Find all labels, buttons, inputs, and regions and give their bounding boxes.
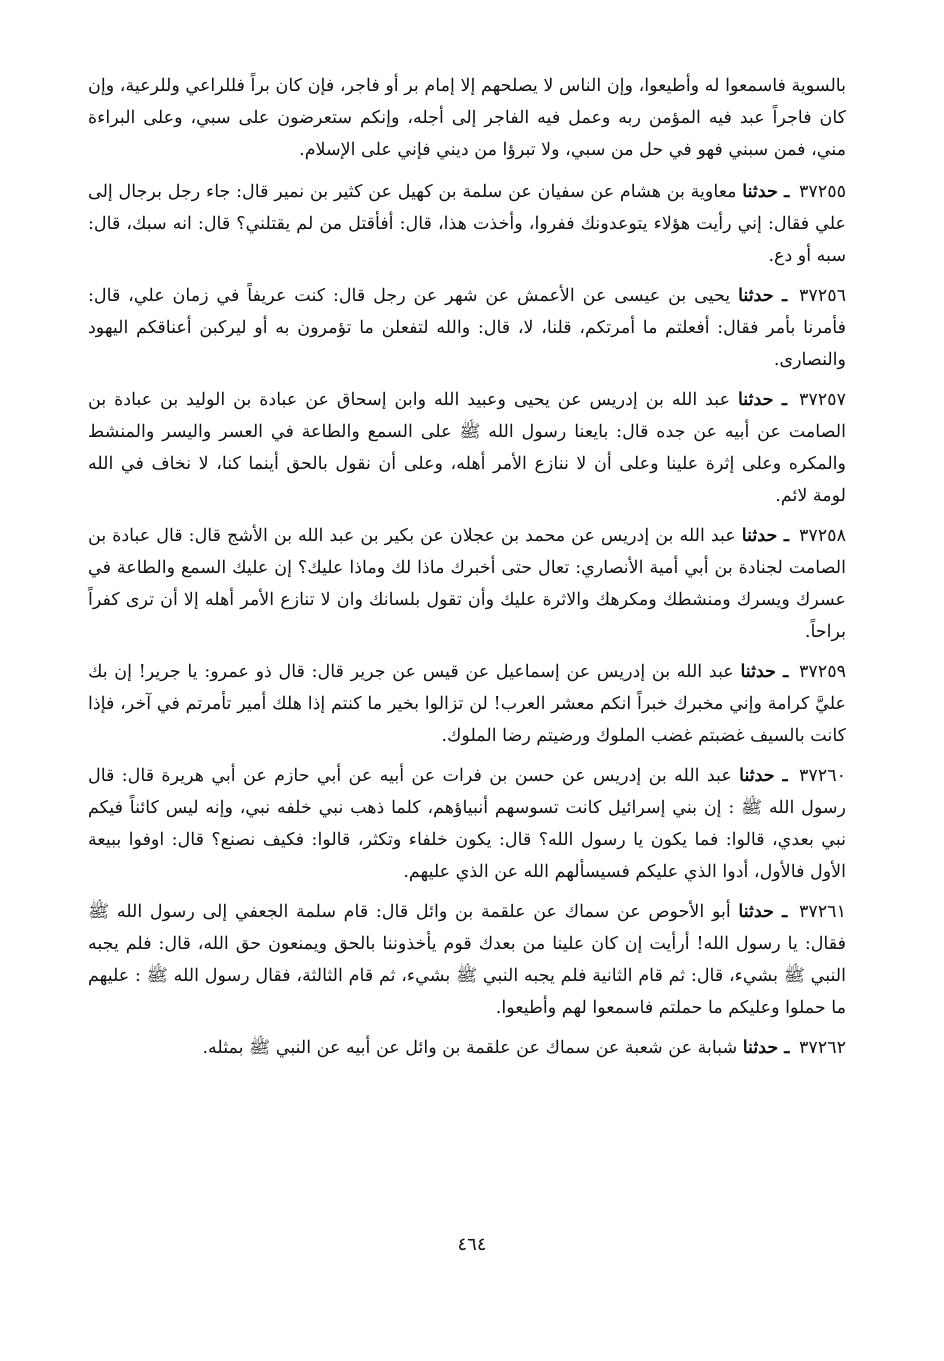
hadith-lead: ـ حدثنا bbox=[742, 182, 790, 202]
hadith-number: ٣٧٢٥٨ bbox=[798, 526, 846, 546]
hadith-text: أبو الأحوص عن سماك عن علقمة بن وائل قال: قام سلمة الجعفي إلى رسول الله ﷺ فقال: يا رسول الله! أرأيت إن كان علينا من بعدك قوم يأخذوننا بالحق ويمنعون حق الله، قال: فلم يجبه النبي ﷺ بشيء، قال: ثم قام الثانية فلم يجبه النبي ﷺ بشيء، ثم قام الثالثة، فقال رسول الله ﷺ : عليهم ما حملوا وعليكم ما حملتم فاسمعوا لهم وأطيعوا. bbox=[88, 902, 846, 1018]
hadith-text: شبابة عن شعبة عن سماك عن علقمة بن وائل عن أبيه عن النبي ﷺ بمثله. bbox=[202, 1038, 738, 1058]
hadith-paragraph bbox=[88, 896, 846, 1024]
hadith-number: ٣٧٢٦٠ bbox=[799, 766, 846, 786]
hadith-text: معاوية بن هشام عن سفيان عن سلمة بن كهيل عن كثير بن نمير قال: جاء رجل برجال إلى علي فقال: إني رأيت هؤلاء يتوعدونك ففروا، وأخذت هذا، قال: أفأقتل من لم يقتلني؟ قال: انه سبك، قال: سبه أو دع. bbox=[88, 182, 846, 266]
hadith-number: ٣٧٢٦٢ bbox=[799, 1038, 846, 1058]
hadith-paragraph bbox=[88, 656, 846, 752]
hadith-number: ٣٧٢٥٧ bbox=[798, 390, 846, 410]
page-number: ٤٦٤ bbox=[457, 1234, 487, 1255]
hadith-text: يحيى بن عيسى عن الأعمش عن شهر عن رجل قال: كنت عريفاً في زمان علي، قال: فأمرنا بأمر فقال: أفعلتم ما أمرتكم، قلنا، لا، قال: والله لتفعلن ما تؤمرون به أو ليركبن أعناقكم اليهود والنصارى. bbox=[88, 286, 846, 370]
hadith-number: ٣٧٢٦١ bbox=[798, 902, 846, 922]
hadith-lead: ـ حدثنا bbox=[739, 766, 788, 786]
hadith-lead: ـ حدثنا bbox=[738, 902, 788, 922]
hadith-paragraph bbox=[88, 520, 846, 648]
hadith-number: ٣٧٢٥٦ bbox=[799, 286, 846, 306]
hadith-lead: ـ حدثنا bbox=[741, 526, 789, 546]
hadith-lead: ـ حدثنا bbox=[740, 662, 789, 682]
intro-paragraph: بالسوية فاسمعوا له وأطيعوا، وإن الناس لا يصلحهم إلا إمام بر أو فاجر، فإن كان براً فللراعي وللرعية، وإن كان فاجراً عبد فيه المؤمن ربه وعمل فيه الفاجر إلى أجله، وإنكم ستعرضون على سبي، وعلى البراءة مني، فمن سبني فهو في حل من سبي، ولا تبرؤا من ديني فإني على الإسلام. bbox=[88, 76, 846, 160]
hadith-text: عبد الله بن إدريس عن إسماعيل عن قيس عن جرير قال: قال ذو عمرو: يا جرير! إن بك عليَّ كرامة وإني مخبرك خبراً انكم معشر العرب! لن تزالوا بخير ما كنتم إذا هلك أمير تأمرتم في آخر، فإذا كانت بالسيف غضبتم غضب الملوك ورضيتم رضا الملوك. bbox=[88, 662, 846, 746]
hadith-paragraph bbox=[88, 280, 846, 376]
page-body bbox=[88, 70, 846, 1320]
hadith-paragraph bbox=[88, 760, 846, 888]
hadith-paragraph bbox=[88, 176, 846, 272]
hadith-text: عبد الله بن إدريس عن يحيى وعبيد الله وابن إسحاق عن عبادة بن الوليد بن عبادة بن الصامت عن أبيه عن جده قال: بايعنا رسول الله ﷺ على السمع والطاعة في العسر واليسر والمنشط والمكره وعلى إثرة علينا وعلى أن لا ننازع الأمر أهله، وعلى أن نقول بالحق أينما كنا، لا نخاف في الله لومة لائم. bbox=[88, 390, 846, 506]
hadith-lead: ـ حدثنا bbox=[737, 390, 788, 410]
hadith-number: ٣٧٢٥٩ bbox=[799, 662, 846, 682]
hadith-paragraph bbox=[88, 384, 846, 512]
hadith-lead: ـ حدثنا bbox=[742, 1038, 790, 1058]
hadith-text: عبد الله بن إدريس عن حسن بن فرات عن أبيه عن أبي حازم عن أبي هريرة قال: قال رسول الله ﷺ : إن بني إسرائيل كانت تسوسهم أنبياؤهم، كلما ذهب نبي خلفه نبي، وإنه ليس كائناً فيكم نبي بعدي، قالوا: فما يكون يا رسول الله؟ قال: يكون خلفاء وتكثر، قالوا: فكيف نصنع؟ قال: اوفوا ببيعة الأول فالأول، أدوا الذي عليكم فسيسألهم الله عن الذي عليهم. bbox=[88, 766, 846, 882]
hadith-paragraph bbox=[88, 1032, 846, 1064]
hadith-lead: ـ حدثنا bbox=[738, 286, 788, 306]
hadith-number: ٣٧٢٥٥ bbox=[799, 182, 846, 202]
hadith-text: عبد الله بن إدريس عن محمد بن عجلان عن بكير بن عبد الله بن الأشج قال: قال عبادة بن الصامت لجنادة بن أبي أمية الأنصاري: تعال حتى أخبرك ماذا لك وماذا عليك؟ إن عليك السمع والطاعة في عسرك ويسرك ومنشطك ومكرهك والاثرة عليك وأن تقول بلسانك وان لا تنازع الأمر أهله إلا أن ترى كفراً براحاً. bbox=[88, 526, 846, 642]
